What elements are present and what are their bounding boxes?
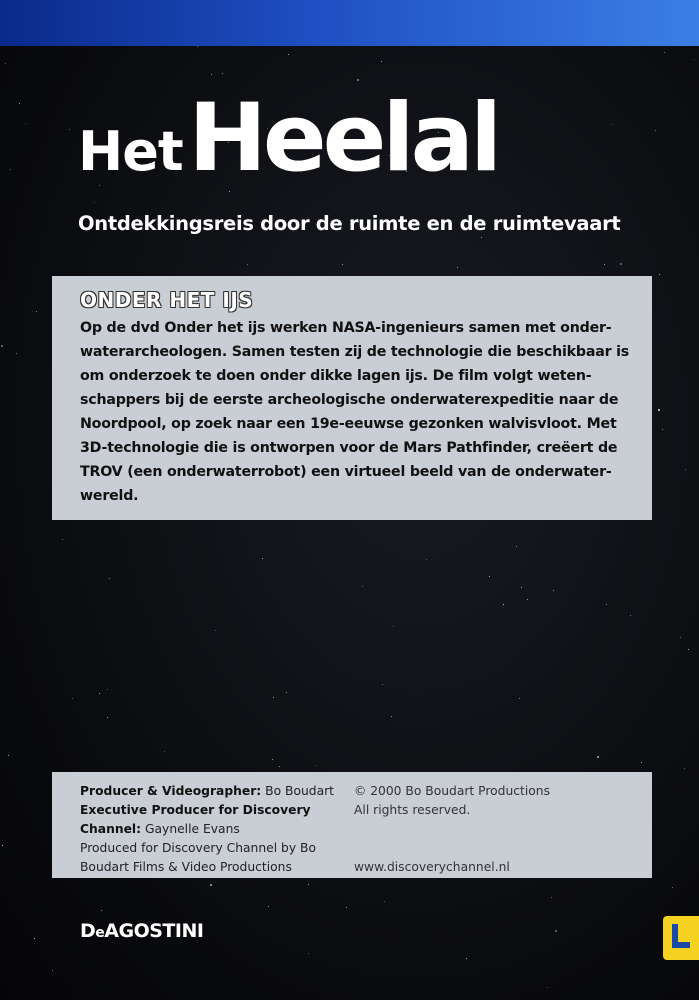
description-line: schappers bij de eerste archeologische onderwaterexpeditie naar de: [80, 392, 619, 408]
star: [384, 901, 385, 902]
episode-description-panel: [52, 276, 652, 520]
star: [391, 716, 392, 717]
star: [315, 765, 316, 766]
star: [262, 558, 263, 559]
star: [381, 61, 382, 62]
credits-left-column: [80, 782, 380, 877]
star: [211, 74, 212, 75]
star: [52, 970, 53, 971]
producer-label: Producer & Videographer:: [80, 784, 262, 798]
star: [503, 604, 504, 605]
star: [25, 123, 26, 124]
star: [606, 604, 607, 605]
star: [272, 759, 273, 760]
star: [466, 958, 467, 959]
rights-text: All rights reserved.: [354, 803, 471, 817]
star: [107, 717, 108, 718]
star: [362, 586, 363, 587]
star: [101, 910, 102, 911]
description-line: TROV (een onderwaterrobot) een virtueel beeld van de onderwater-: [80, 464, 612, 480]
corner-badge-mark: [672, 924, 690, 948]
star: [94, 202, 95, 203]
star: [288, 54, 289, 55]
exec-producer-label-1: Executive Producer for Discovery: [80, 803, 311, 817]
star: [527, 599, 528, 600]
star: [604, 264, 605, 265]
star: [308, 953, 309, 954]
star: [662, 429, 663, 430]
logo-rest: AGOSTINI: [104, 920, 204, 942]
producer-credit: [80, 782, 380, 801]
star: [279, 766, 280, 767]
star: [521, 587, 522, 588]
episode-heading: ONDER HET IJS: [80, 288, 254, 312]
star: [516, 546, 517, 547]
star: [8, 755, 9, 756]
star: [222, 73, 223, 74]
star: [658, 409, 660, 411]
star: [210, 884, 212, 886]
corner-badge-icon: [663, 916, 699, 960]
credits-right-column: [354, 782, 550, 877]
title-large: Heelal: [188, 84, 499, 193]
star: [308, 884, 309, 885]
star: [680, 637, 681, 638]
description-line: waterarcheologen. Samen testen zij de technologie die beschikbaar is: [80, 344, 630, 360]
star: [684, 768, 685, 769]
star: [519, 698, 520, 699]
description-line: Op de dvd Onder het ijs werken NASA-ingenieurs samen met onder-: [80, 320, 612, 336]
star: [346, 907, 347, 908]
cover-title: [78, 84, 499, 193]
logo-prefix: D: [80, 920, 96, 942]
star: [393, 626, 394, 627]
exec-producer-label-2: Channel:: [80, 822, 142, 836]
star: [612, 124, 613, 125]
description-line: Noordpool, op zoek naar een 19e-eeuwse gezonken walvisvloot. Met: [80, 416, 617, 432]
star: [664, 52, 665, 53]
star: [99, 693, 100, 694]
produced-for-line-1: Produced for Discovery Channel by Bo: [80, 841, 316, 855]
star: [641, 762, 642, 763]
title-small: Het: [78, 120, 183, 183]
star: [655, 130, 656, 131]
star: [489, 576, 490, 577]
deagostini-logo: [80, 920, 203, 942]
cover-subtitle: Ontdekkingsreis door de ruimte en de ruimtevaart: [78, 212, 621, 235]
copyright-text: © 2000 Bo Boudart Productions: [354, 784, 550, 798]
star: [34, 938, 35, 939]
top-blue-bar: [0, 0, 699, 46]
star: [620, 263, 622, 265]
description-line: 3D-technologie die is ontworpen voor de Mars Pathfinder, creëert de: [80, 440, 618, 456]
star: [659, 274, 660, 275]
produced-for-line-2: Boudart Films & Video Productions: [80, 860, 292, 874]
star: [1, 345, 3, 347]
star: [382, 684, 383, 685]
star: [342, 264, 343, 265]
spacer: [354, 820, 550, 839]
star: [357, 79, 359, 81]
credits-panel: [52, 772, 652, 878]
star: [685, 469, 686, 470]
star: [164, 751, 165, 752]
star: [72, 698, 73, 699]
spacer: [354, 839, 550, 858]
website-text: www.discoverychannel.nl: [354, 860, 510, 874]
star: [672, 887, 673, 888]
star: [10, 169, 11, 170]
star: [69, 129, 70, 130]
producer-value: Bo Boudart: [265, 784, 334, 798]
star: [215, 630, 216, 631]
star: [694, 59, 695, 60]
star: [688, 649, 689, 650]
exec-producer-credit: [80, 820, 380, 839]
star: [109, 578, 110, 579]
star: [5, 63, 6, 64]
logo-mid: e: [95, 925, 105, 941]
star: [553, 590, 554, 591]
star: [457, 267, 458, 268]
star: [62, 539, 63, 540]
star: [273, 697, 274, 698]
star: [107, 689, 108, 690]
star: [36, 311, 37, 312]
star: [268, 906, 269, 907]
star: [286, 692, 287, 693]
star: [630, 615, 631, 616]
star: [2, 845, 3, 846]
star: [555, 930, 557, 932]
star: [597, 756, 599, 758]
description-line: om onderzoek te doen onder dikke lagen ijs. De film volgt weten-: [80, 368, 592, 384]
star: [19, 103, 20, 104]
star: [16, 353, 17, 354]
star: [426, 559, 427, 560]
star: [197, 46, 198, 47]
description-line: wereld.: [80, 488, 139, 504]
star: [547, 987, 548, 988]
exec-producer-value: Gaynelle Evans: [144, 822, 240, 836]
star: [551, 897, 552, 898]
star: [481, 237, 482, 238]
star: [247, 264, 248, 265]
